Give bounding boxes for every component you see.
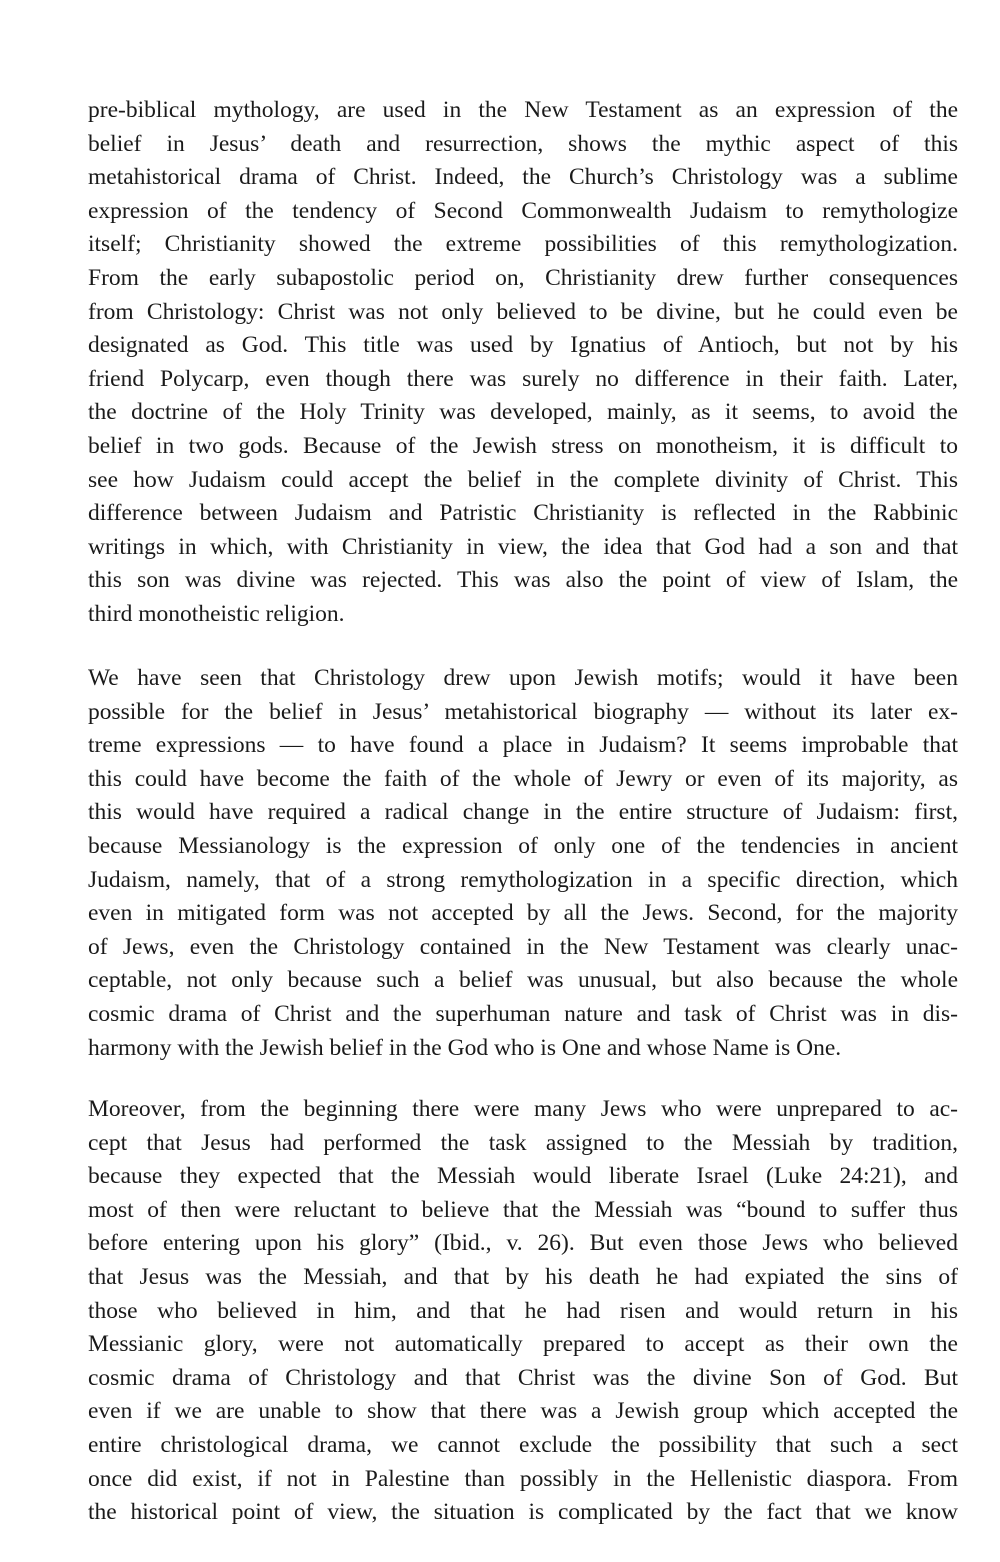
- text-line: cept that Jesus had performed the task assigned to the Messiah by tradition,: [88, 1129, 958, 1156]
- text-line: From the early subapostolic period on, Christianity drew further consequences: [88, 264, 958, 291]
- text-line: this son was divine was rejected. This was also the point of view of Islam, the: [88, 567, 958, 594]
- text-line: those who believed in him, and that he had risen and would return in his: [88, 1297, 958, 1324]
- text-line: the historical point of view, the situation is complicated by the fact that we know: [88, 1499, 958, 1526]
- text-line: entire christological drama, we cannot exclude the possibility that such a sect: [88, 1431, 958, 1458]
- text-line: possible for the belief in Jesus’ metahistorical biography — without its later ex-: [88, 698, 958, 725]
- paragraph-2: [88, 662, 958, 1065]
- text-line: itself; Christianity showed the extreme possibilities of this remythologization.: [88, 231, 958, 258]
- text-line: metahistorical drama of Christ. Indeed, the Church’s Christology was a sublime: [88, 164, 958, 191]
- text-line: treme expressions — to have found a place in Judaism? It seems improbable that: [88, 732, 958, 759]
- text-line: third monotheistic religion.: [88, 600, 345, 627]
- text-line: even if we are unable to show that there was a Jewish group which accepted the: [88, 1398, 958, 1425]
- text-line: of Jews, even the Christology contained in the New Testament was clearly unac-: [88, 933, 958, 960]
- text-line: because they expected that the Messiah would liberate Israel (Luke 24:21), and: [88, 1163, 958, 1190]
- text-line: We have seen that Christology drew upon Jewish motifs; would it have been: [88, 665, 958, 691]
- text-line: that Jesus was the Messiah, and that by his death he had expiated the sins of: [88, 1263, 958, 1290]
- text-line: cosmic drama of Christology and that Christ was the divine Son of God. But: [88, 1364, 958, 1391]
- text-line: before entering upon his glory” (Ibid., v. 26). But even those Jews who believed: [88, 1230, 958, 1257]
- text-line: this would have required a radical change in the entire structure of Judaism: first,: [88, 799, 958, 826]
- text-line: cosmic drama of Christ and the superhuman nature and task of Christ was in dis-: [88, 1000, 958, 1027]
- text-line: this could have become the faith of the whole of Jewry or even of its majority, as: [88, 765, 958, 792]
- text-line: most of then were reluctant to believe that the Messiah was “bound to suffer thus: [88, 1196, 958, 1223]
- text-line: friend Polycarp, even though there was surely no difference in their faith. Later,: [88, 365, 958, 392]
- text-line: pre-biblical mythology, are used in the New Testament as an expression of the: [88, 97, 958, 123]
- text-line: writings in which, with Christianity in view, the idea that God had a son and that: [88, 533, 958, 560]
- text-line: harmony with the Jewish belief in the God who is One and whose Name is One.: [88, 1034, 842, 1061]
- paragraph-1: [88, 94, 958, 632]
- text-line: see how Judaism could accept the belief in the complete divinity of Christ. This: [88, 466, 958, 493]
- text-line: because Messianology is the expression of only one of the tendencies in ancient: [88, 832, 958, 859]
- text-line: Moreover, from the beginning there were many Jews who were unprepared to ac-: [88, 1096, 958, 1122]
- text-line: difference between Judaism and Patristic Christianity is reflected in the Rabbinic: [88, 500, 958, 527]
- text-line: belief in Jesus’ death and resurrection, shows the mythic aspect of this: [88, 130, 958, 157]
- text-line: designated as God. This title was used by Ignatius of Antioch, but not by his: [88, 332, 958, 359]
- text-line: Messianic glory, were not automatically prepared to accept as their own the: [88, 1331, 958, 1358]
- text-line: expression of the tendency of Second Commonwealth Judaism to remythologize: [88, 197, 958, 224]
- text-line: even in mitigated form was not accepted by all the Jews. Second, for the majority: [88, 900, 958, 927]
- paragraph-3: [88, 1093, 958, 1530]
- text-line: the doctrine of the Holy Trinity was developed, mainly, as it seems, to avoid the: [88, 399, 958, 426]
- text-line: once did exist, if not in Palestine than possibly in the Hellenistic diaspora. From: [88, 1465, 958, 1492]
- text-line: ceptable, not only because such a belief was unusual, but also because the whole: [88, 967, 958, 994]
- text-line: Judaism, namely, that of a strong remythologization in a specific direction, which: [88, 866, 958, 893]
- text-line: from Christology: Christ was not only believed to be divine, but he could even be: [88, 298, 958, 325]
- text-line: belief in two gods. Because of the Jewish stress on monotheism, it is difficult to: [88, 432, 958, 459]
